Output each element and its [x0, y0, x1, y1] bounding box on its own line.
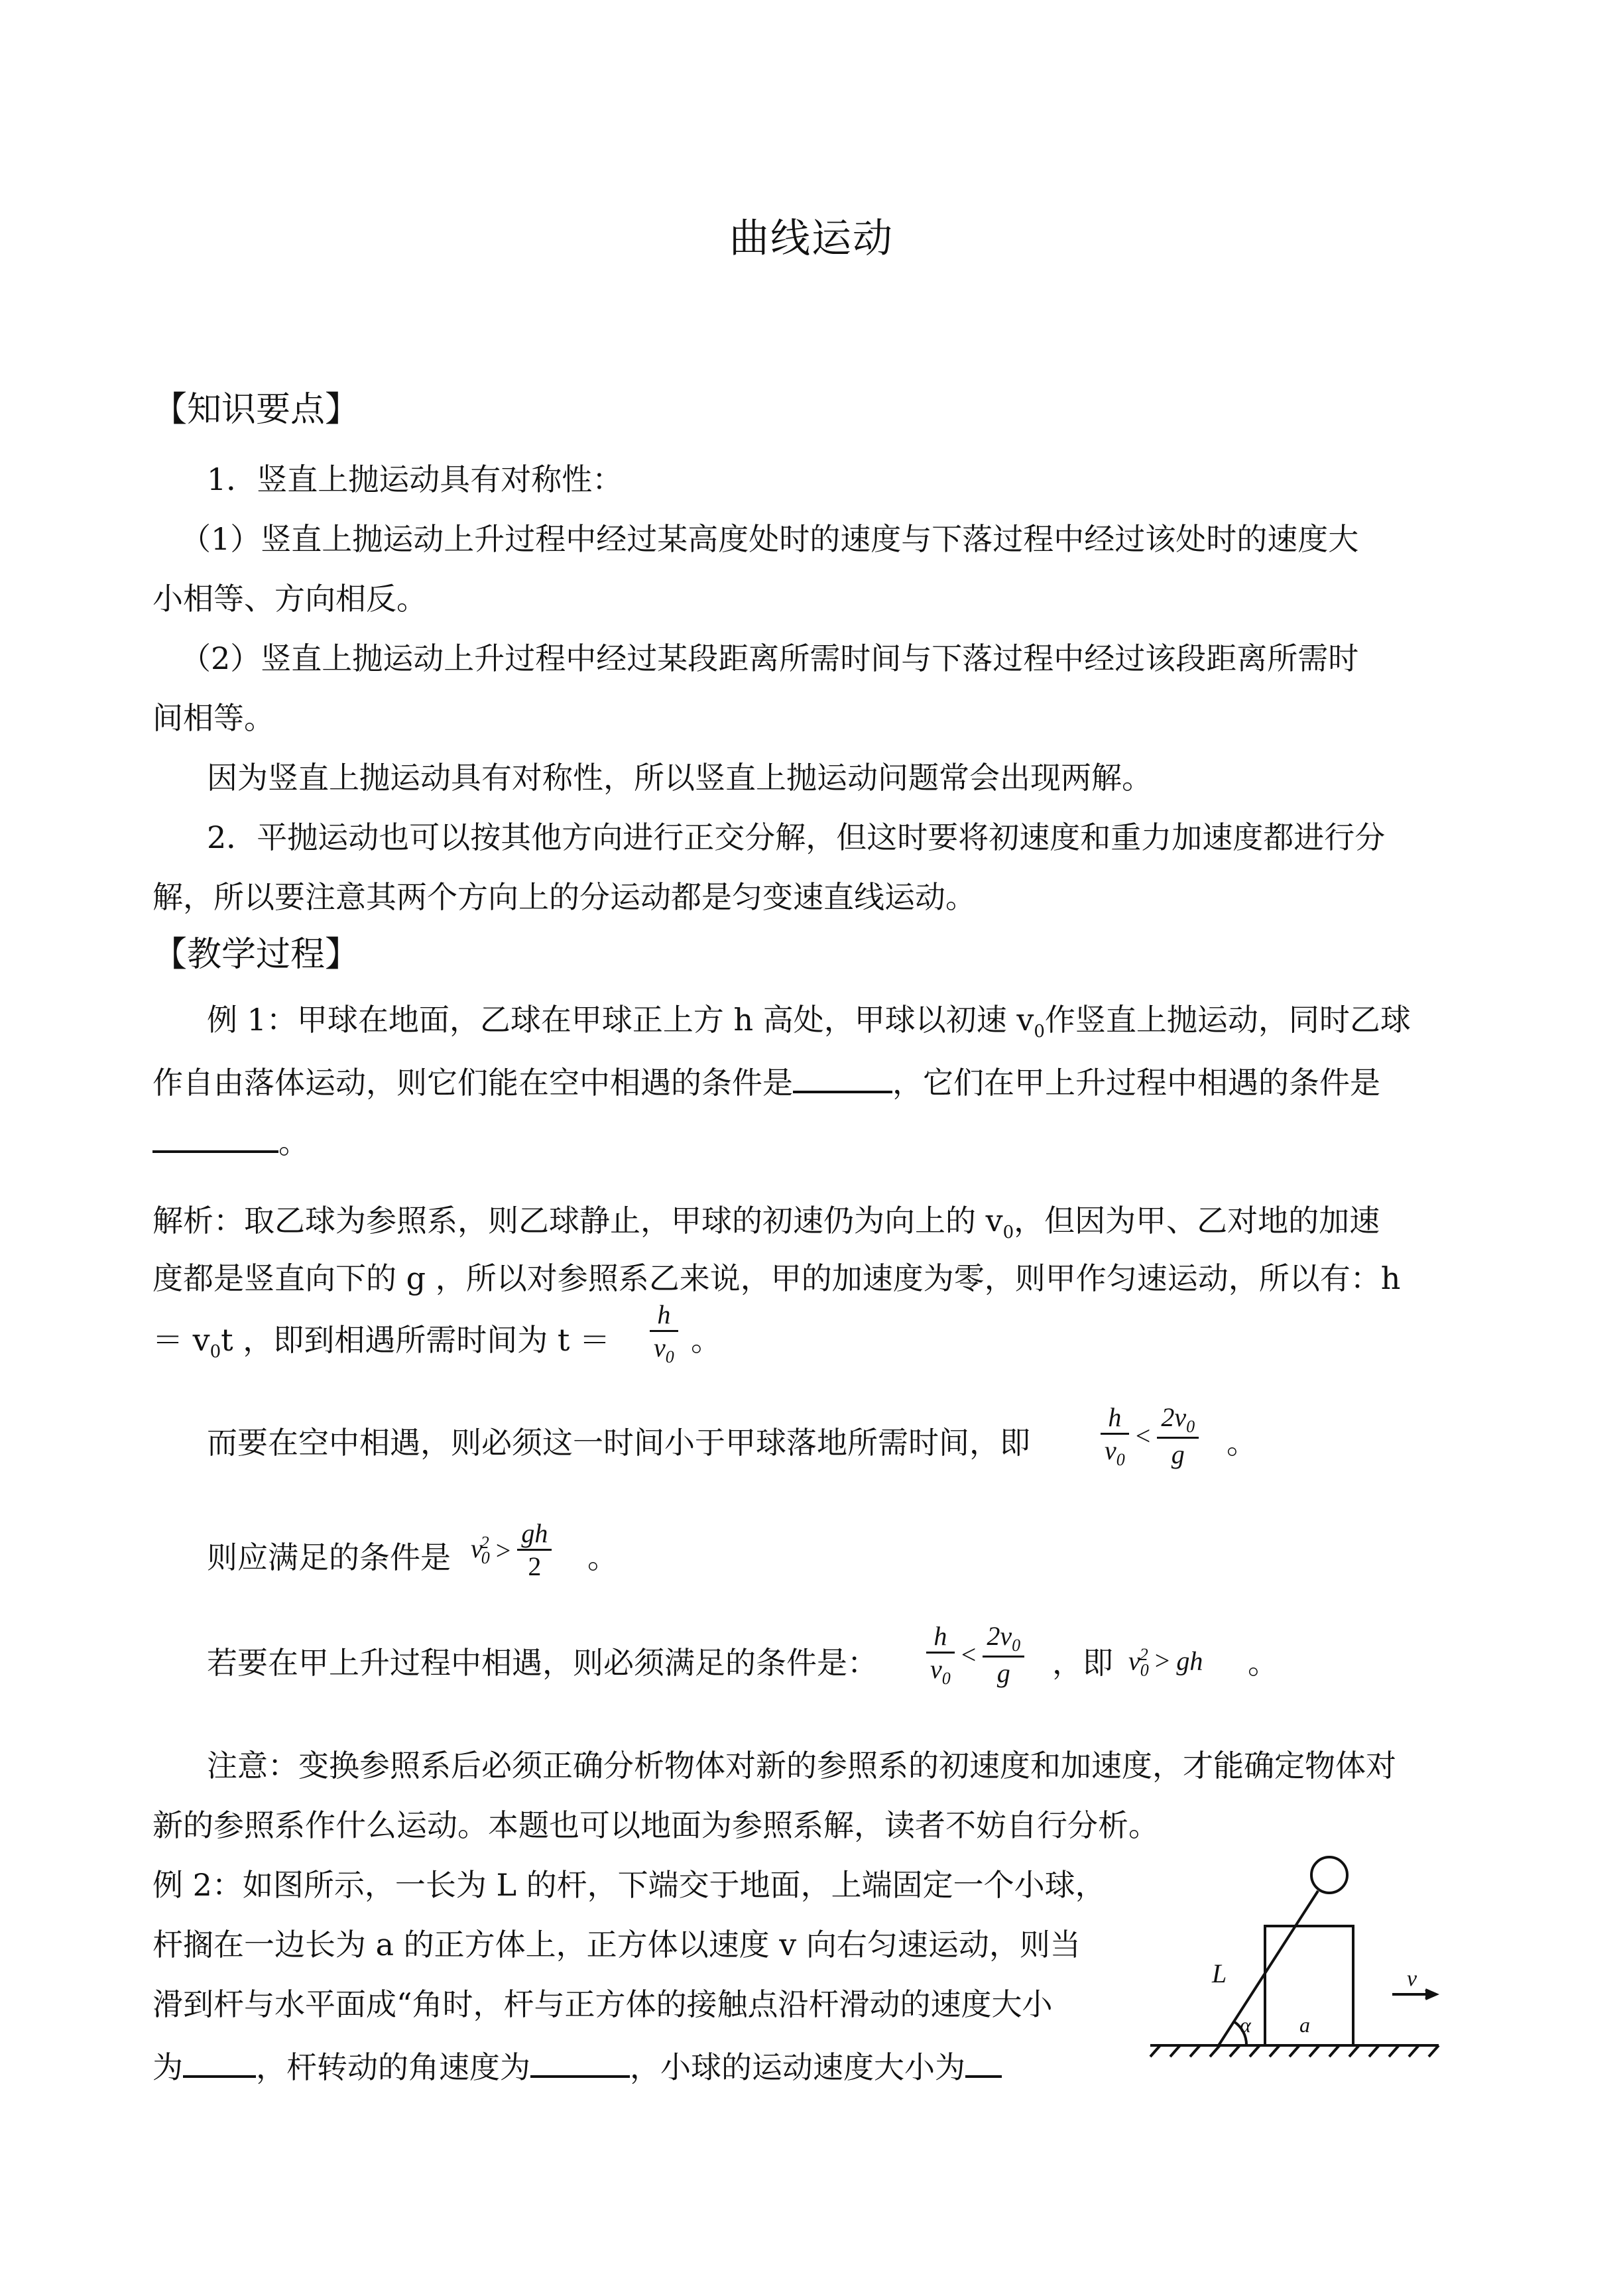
point-1-sub2-line1: （2）竖直上抛运动上升过程中经过某段距离所需时间与下落过程中经过该段距离所需时 [180, 640, 1359, 676]
fraction-denominator: $v_0$ [930, 1654, 951, 1689]
fraction-numerator: h [1101, 1402, 1129, 1435]
point-1-sub1-line2: 小相等、方向相反。 [152, 581, 427, 617]
solution-line5-end: 。 [587, 1540, 618, 1575]
fraction-denominator: 2 [528, 1551, 542, 1581]
example-1-end: 。 [278, 1124, 309, 1160]
solution-line3-end: 。 [691, 1322, 721, 1358]
point-2-line2: 解，所以要注意其两个方向上的分运动都是匀变速直线运动。 [152, 879, 976, 915]
point-2-line1: 2．平抛运动也可以按其他方向进行正交分解，但这时要将初速度和重力加速度都进行分 [207, 819, 1386, 855]
fraction-denominator: $v_0$ [654, 1333, 674, 1366]
fraction-denominator: g [1171, 1439, 1185, 1469]
fraction-denominator: $v_0$ [1105, 1435, 1125, 1470]
inequality-v0sq-gt-gh: $v_0^2$ > gh [1128, 1645, 1203, 1680]
fraction-h-over-v0 [1101, 1402, 1129, 1470]
example-2-line4 [152, 2049, 1002, 2083]
solution-eq-text-b: t ，即到相遇所需时间为 t ＝ [221, 1322, 610, 1358]
v0-squared: $v_0^2$ [471, 1532, 490, 1568]
point-1-conclusion: 因为竖直上抛运动具有对称性，所以竖直上抛运动问题常会出现两解。 [207, 760, 1152, 796]
label-a: a [1299, 2013, 1310, 2037]
fraction-numerator: $2v_0$ [1157, 1402, 1199, 1439]
example-1-line3 [152, 1124, 309, 1158]
example-2-line1: 例 2：如图所示，一长为 L 的杆，下端交于地面，上端固定一个小球， [152, 1867, 1106, 1903]
example-2-text-c: ，小球的运动速度大小为 [630, 2049, 965, 2085]
point-1-sub1-line1: （1）竖直上抛运动上升过程中经过某高度处时的速度与下落过程中经过该处时的速度大 [180, 521, 1359, 557]
solution-text-a: 解析：取乙球为参照系，则乙球静止，甲球的初速仍为向上的 v [152, 1203, 1003, 1239]
fraction-numerator: h [650, 1299, 678, 1332]
inequality-v0sq-gt-gh-2 [471, 1518, 552, 1583]
solution-line6-middle: ，即 [1052, 1645, 1113, 1681]
example-1-question-b: ，它们在甲上升过程中相遇的条件是 [892, 1065, 1380, 1101]
fraction-denominator: g [996, 1658, 1010, 1688]
fraction-gh-over-2 [517, 1518, 552, 1583]
answer-blank-1 [793, 1064, 892, 1093]
solution-line6-text: 若要在甲上升过程中相遇，则必须满足的条件是： [207, 1645, 878, 1681]
point-1-sub2-line2: 间相等。 [152, 700, 274, 736]
solution-line4-text: 而要在空中相遇，则必须这一时间小于甲球落地所需时间，即 [207, 1425, 1030, 1461]
answer-blank-3 [183, 2049, 256, 2078]
subscript-zero: 0 [1034, 1022, 1045, 1042]
section-heading-knowledge: 【知识要点】 [152, 390, 360, 430]
example-2-text-a: 为 [152, 2049, 183, 2085]
solution-text-b: ，但因为甲、乙对地的加速 [1014, 1203, 1380, 1239]
label-alpha: α [1240, 2013, 1251, 2037]
fraction-h-over-v0 [650, 1299, 678, 1367]
example-1-text-a: 例 1：甲球在地面，乙球在甲球正上方 h 高处，甲球以初速 v [207, 1002, 1034, 1038]
answer-blank-2 [152, 1124, 278, 1153]
fraction-numerator: h [926, 1621, 955, 1654]
answer-blank-4 [530, 2049, 630, 2078]
solution-line3-text [152, 1322, 610, 1362]
subscript-zero: 0 [210, 1342, 221, 1362]
fraction-numerator: gh [517, 1518, 552, 1551]
solution-line4-end: 。 [1227, 1425, 1257, 1461]
example-1-line2 [152, 1064, 1380, 1101]
fraction-2v0-over-g [983, 1621, 1024, 1689]
solution-line2: 度都是竖直向下的 g ，所以对参照系乙来说，甲的加速度为零，则甲作匀速运动，所以有：h [152, 1260, 1401, 1296]
label-v: v [1407, 1966, 1417, 1991]
page-title: 曲线运动 [729, 215, 894, 262]
example-1-question-a: 作自由落体运动，则它们能在空中相遇的条件是 [152, 1065, 793, 1101]
note-line2: 新的参照系作什么运动。本题也可以地面为参照系解，读者不妨自行分析。 [152, 1807, 1159, 1843]
note-line1: 注意：变换参照系后必须正确分析物体对新的参照系的初速度和加速度，才能确定物体对 [207, 1748, 1396, 1783]
less-than-sign: < [961, 1640, 977, 1670]
solution-eq-text: ＝ v [152, 1322, 210, 1358]
inequality-h-v0-lt-2v0-g [1101, 1402, 1199, 1471]
ball [1311, 1857, 1347, 1893]
answer-blank-5 [965, 2049, 1002, 2078]
less-than-sign: < [1135, 1421, 1151, 1451]
ground-hatching [1150, 2045, 1439, 2057]
point-1: 1．竖直上抛运动具有对称性： [207, 461, 623, 497]
fraction-2v0-over-g [1157, 1402, 1199, 1471]
solution-line1 [152, 1205, 1380, 1241]
fraction-numerator: $2v_0$ [983, 1621, 1024, 1658]
rod-cube-figure [1147, 1850, 1452, 2062]
solution-line6-end: 。 [1248, 1645, 1278, 1681]
example-2-line3: 滑到杆与水平面成“角时，杆与正方体的接触点沿杆滑动的速度大小 [152, 1986, 1053, 2022]
example-1-line1 [207, 1004, 1411, 1040]
example-2-text-b: ，杆转动的角速度为 [256, 2049, 530, 2085]
example-2-line2: 杆搁在一边长为 a 的正方体上，正方体以速度 v 向右匀速运动，则当 [152, 1927, 1081, 1963]
section-heading-teaching: 【教学过程】 [152, 935, 360, 975]
fraction-h-over-v0 [926, 1621, 955, 1689]
greater-than-sign: > [495, 1535, 511, 1565]
subscript-zero: 0 [1002, 1223, 1014, 1243]
arrow-head [1425, 1990, 1436, 1999]
example-1-text-b: 作竖直上抛运动，同时乙球 [1044, 1002, 1411, 1038]
inequality-ascent [926, 1621, 1024, 1689]
solution-line5-text: 则应满足的条件是 [207, 1540, 451, 1575]
label-L: L [1212, 1959, 1227, 1988]
